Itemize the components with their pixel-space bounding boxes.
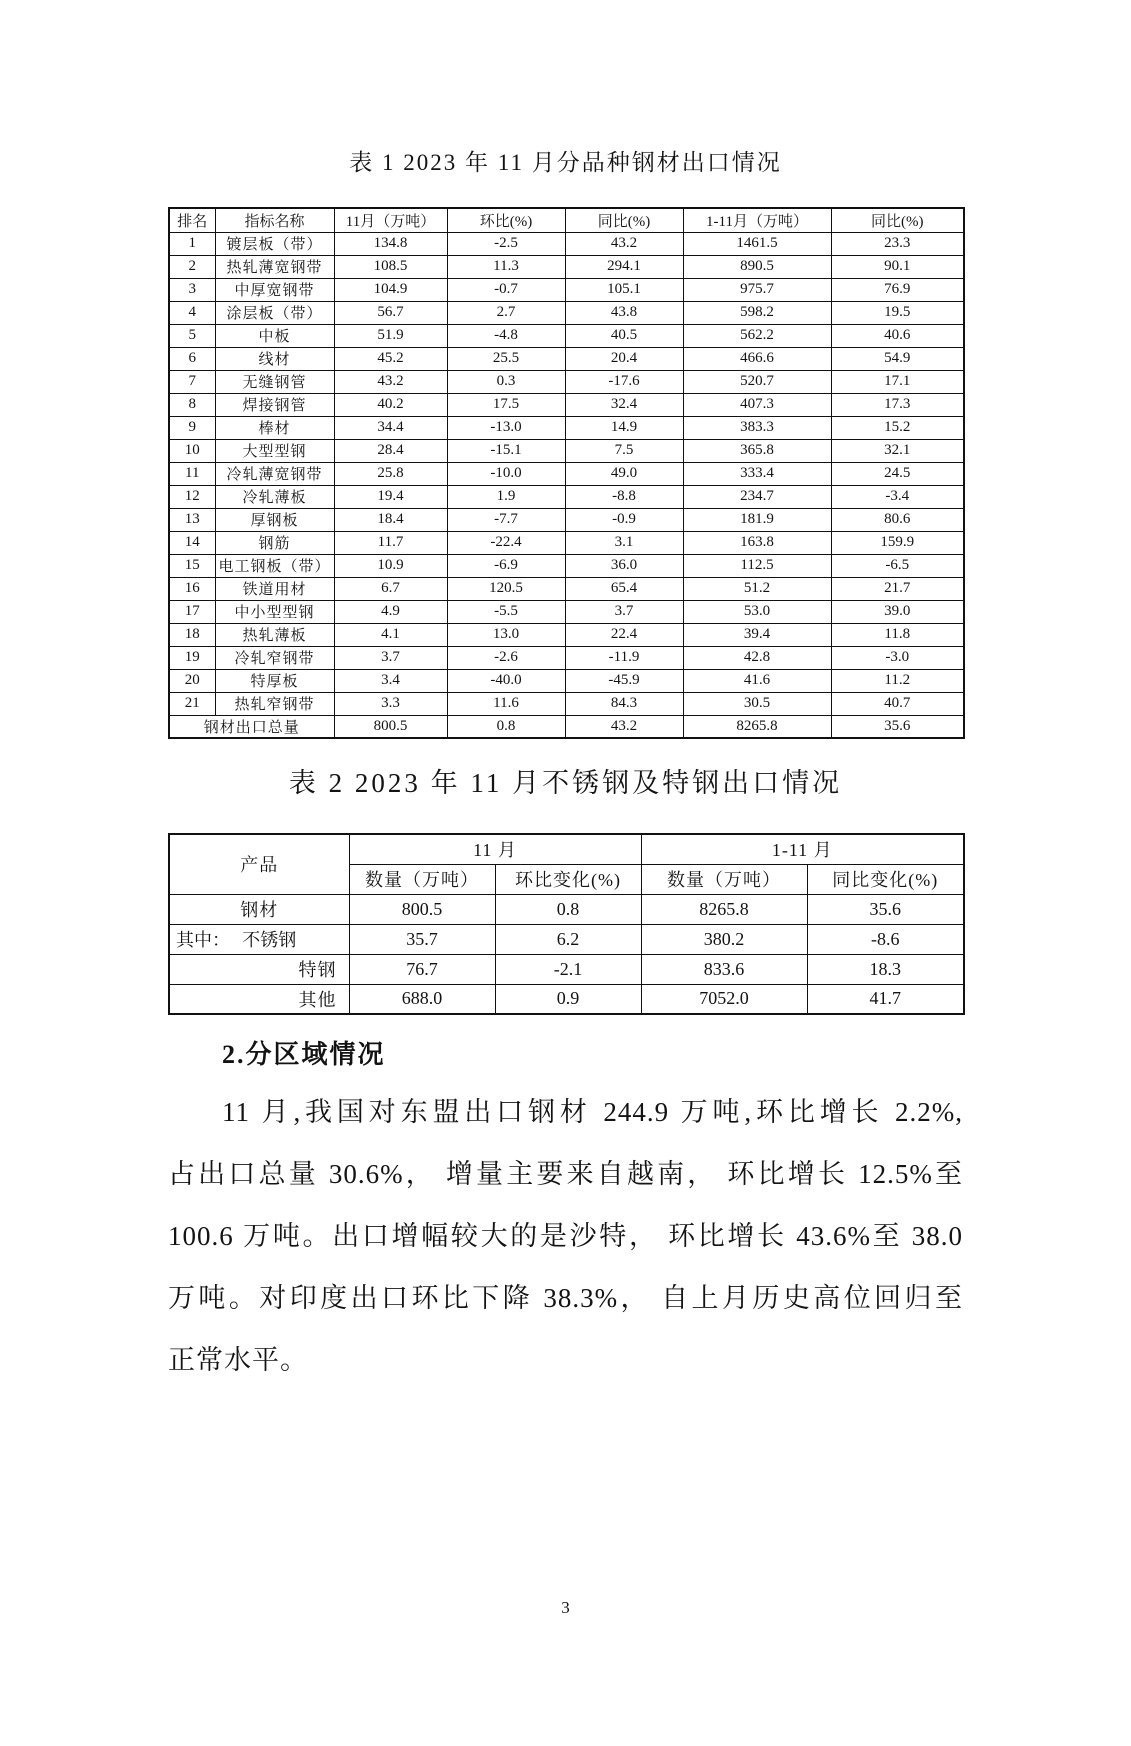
- value-cell: 42.8: [683, 646, 831, 669]
- value-cell: 3.3: [334, 692, 447, 715]
- value-cell: 3.1: [565, 531, 683, 554]
- value-cell: 23.3: [831, 232, 964, 255]
- product-name-cell: 厚钢板: [215, 508, 334, 531]
- product-name-cell: 冷轧薄宽钢带: [215, 462, 334, 485]
- table2-header-row-groups: [169, 834, 964, 864]
- value-cell: 466.6: [683, 347, 831, 370]
- product-name-cell: 棒材: [215, 416, 334, 439]
- col-header-mom: 环比(%): [447, 208, 565, 232]
- group-header-november: 11 月: [349, 834, 641, 864]
- rank-cell: 6: [169, 347, 215, 370]
- value-cell: 4.1: [334, 623, 447, 646]
- rank-cell: 21: [169, 692, 215, 715]
- value-cell: -0.9: [565, 508, 683, 531]
- table1-title: 表 1 2023 年 11 月分品种钢材出口情况: [349, 150, 782, 175]
- product-name-cell: 中板: [215, 324, 334, 347]
- value-cell: -6.9: [447, 554, 565, 577]
- value-cell: -2.5: [447, 232, 565, 255]
- value-cell: -3.4: [831, 485, 964, 508]
- value-cell: 11.2: [831, 669, 964, 692]
- col-header-product: 产品: [169, 834, 349, 894]
- value-cell: 13.0: [447, 623, 565, 646]
- table1-row: [169, 669, 964, 692]
- table1-row: [169, 623, 964, 646]
- value-cell: 40.6: [831, 324, 964, 347]
- section-heading: 2.分区域情况: [222, 1040, 386, 1069]
- product-name-cell: [169, 924, 349, 954]
- value-cell: 40.7: [831, 692, 964, 715]
- product-name-cell: 其他: [169, 984, 349, 1014]
- table2-row: [169, 954, 964, 984]
- value-cell: 11.6: [447, 692, 565, 715]
- group-header-jan-nov: 1-11 月: [641, 834, 964, 864]
- value-cell: 134.8: [334, 232, 447, 255]
- table1-row: [169, 232, 964, 255]
- value-cell: 562.2: [683, 324, 831, 347]
- rank-cell: 1: [169, 232, 215, 255]
- product-name-cell: 镀层板（带）: [215, 232, 334, 255]
- table2-row: [169, 924, 964, 954]
- value-cell: 383.3: [683, 416, 831, 439]
- value-cell: 51.9: [334, 324, 447, 347]
- table1-row: [169, 600, 964, 623]
- value-cell: 80.6: [831, 508, 964, 531]
- table1-row: [169, 255, 964, 278]
- table1-row: [169, 347, 964, 370]
- rank-cell: 11: [169, 462, 215, 485]
- product-name-cell: 冷轧薄板: [215, 485, 334, 508]
- value-cell: 18.3: [807, 954, 964, 984]
- col-header-rank: 排名: [169, 208, 215, 232]
- value-cell: 234.7: [683, 485, 831, 508]
- total-value-cell: 35.6: [831, 715, 964, 738]
- table1-row: [169, 324, 964, 347]
- col-header-yoy: 同比(%): [565, 208, 683, 232]
- product-name-cell: 热轧薄宽钢带: [215, 255, 334, 278]
- table1-row: [169, 393, 964, 416]
- paragraph-line: 占出口总量 30.6%， 增量主要来自越南， 环比增长 12.5%至: [168, 1159, 963, 1189]
- value-cell: 49.0: [565, 462, 683, 485]
- product-name-cell: 钢筋: [215, 531, 334, 554]
- value-cell: 25.5: [447, 347, 565, 370]
- table1-steel-exports-by-variety: [168, 207, 965, 739]
- value-cell: 4.9: [334, 600, 447, 623]
- value-cell: 3.4: [334, 669, 447, 692]
- table1-row: [169, 370, 964, 393]
- rank-cell: 7: [169, 370, 215, 393]
- product-name-cell: 大型型钢: [215, 439, 334, 462]
- product-name-cell: 热轧薄板: [215, 623, 334, 646]
- value-cell: -0.7: [447, 278, 565, 301]
- value-cell: 19.5: [831, 301, 964, 324]
- value-cell: 43.8: [565, 301, 683, 324]
- rank-cell: 20: [169, 669, 215, 692]
- product-name: 不锈钢: [242, 930, 297, 950]
- paragraph-line: 正常水平。: [168, 1345, 308, 1375]
- value-cell: -15.1: [447, 439, 565, 462]
- value-cell: 105.1: [565, 278, 683, 301]
- sub-header-yoy-change: 同比变化(%): [807, 864, 964, 894]
- value-cell: 10.9: [334, 554, 447, 577]
- product-name-cell: 中厚宽钢带: [215, 278, 334, 301]
- col-header-cum-yoy: 同比(%): [831, 208, 964, 232]
- value-cell: 43.2: [565, 232, 683, 255]
- value-cell: 975.7: [683, 278, 831, 301]
- table2-row: [169, 894, 964, 924]
- value-cell: -2.6: [447, 646, 565, 669]
- table1-row: [169, 531, 964, 554]
- product-name-cell: 热轧窄钢带: [215, 692, 334, 715]
- value-cell: -10.0: [447, 462, 565, 485]
- value-cell: -8.8: [565, 485, 683, 508]
- rank-cell: 10: [169, 439, 215, 462]
- rank-cell: 4: [169, 301, 215, 324]
- value-cell: 8265.8: [641, 894, 807, 924]
- value-cell: 520.7: [683, 370, 831, 393]
- value-cell: -6.5: [831, 554, 964, 577]
- value-cell: 35.6: [807, 894, 964, 924]
- value-cell: 36.0: [565, 554, 683, 577]
- value-cell: 51.2: [683, 577, 831, 600]
- value-cell: 20.4: [565, 347, 683, 370]
- value-cell: -7.7: [447, 508, 565, 531]
- value-cell: 40.5: [565, 324, 683, 347]
- value-cell: 6.2: [495, 924, 641, 954]
- value-cell: 833.6: [641, 954, 807, 984]
- rank-cell: 12: [169, 485, 215, 508]
- value-cell: 3.7: [334, 646, 447, 669]
- value-cell: 41.6: [683, 669, 831, 692]
- value-cell: 407.3: [683, 393, 831, 416]
- product-name-cell: 铁道用材: [215, 577, 334, 600]
- document-page: [168, 146, 963, 1391]
- rank-cell: 14: [169, 531, 215, 554]
- body-paragraph: [168, 1081, 963, 1391]
- value-cell: 1461.5: [683, 232, 831, 255]
- product-name-cell: 特钢: [169, 954, 349, 984]
- product-name-cell: 钢材: [169, 894, 349, 924]
- value-cell: 3.7: [565, 600, 683, 623]
- value-cell: 15.2: [831, 416, 964, 439]
- rank-cell: 3: [169, 278, 215, 301]
- value-cell: 163.8: [683, 531, 831, 554]
- value-cell: 7.5: [565, 439, 683, 462]
- rank-cell: 9: [169, 416, 215, 439]
- value-cell: 6.7: [334, 577, 447, 600]
- paragraph-line: 11 月,我国对东盟出口钢材 244.9 万吨,环比增长 2.2%,: [222, 1097, 963, 1127]
- table2-title: 表 2 2023 年 11 月不锈钢及特钢出口情况: [288, 768, 843, 798]
- value-cell: 1.9: [447, 485, 565, 508]
- value-cell: 17.1: [831, 370, 964, 393]
- table1-body: [169, 232, 964, 738]
- value-cell: 380.2: [641, 924, 807, 954]
- value-cell: 40.2: [334, 393, 447, 416]
- value-cell: 25.8: [334, 462, 447, 485]
- product-prefix: 其中：: [176, 930, 230, 950]
- value-cell: 14.9: [565, 416, 683, 439]
- value-cell: 104.9: [334, 278, 447, 301]
- total-value-cell: 43.2: [565, 715, 683, 738]
- table1-row: [169, 508, 964, 531]
- table1-row: [169, 646, 964, 669]
- value-cell: 39.0: [831, 600, 964, 623]
- total-value-cell: 8265.8: [683, 715, 831, 738]
- paragraph-line: 万吨。对印度出口环比下降 38.3%， 自上月历史高位回归至: [168, 1283, 963, 1313]
- value-cell: 53.0: [683, 600, 831, 623]
- value-cell: 0.9: [495, 984, 641, 1014]
- value-cell: 688.0: [349, 984, 495, 1014]
- rank-cell: 8: [169, 393, 215, 416]
- table1-row: [169, 278, 964, 301]
- page-number: 3: [561, 1598, 570, 1617]
- rank-cell: 17: [169, 600, 215, 623]
- value-cell: 76.7: [349, 954, 495, 984]
- value-cell: -40.0: [447, 669, 565, 692]
- value-cell: 24.5: [831, 462, 964, 485]
- product-name-cell: 冷轧窄钢带: [215, 646, 334, 669]
- rank-cell: 5: [169, 324, 215, 347]
- rank-cell: 13: [169, 508, 215, 531]
- value-cell: 56.7: [334, 301, 447, 324]
- value-cell: -17.6: [565, 370, 683, 393]
- table1-total-row: [169, 715, 964, 738]
- table2-body: [169, 894, 964, 1014]
- value-cell: 333.4: [683, 462, 831, 485]
- value-cell: 19.4: [334, 485, 447, 508]
- rank-cell: 2: [169, 255, 215, 278]
- value-cell: 32.1: [831, 439, 964, 462]
- table2-stainless-special-steel-exports: [168, 833, 965, 1015]
- value-cell: 0.8: [495, 894, 641, 924]
- value-cell: -8.6: [807, 924, 964, 954]
- product-name-cell: 焊接钢管: [215, 393, 334, 416]
- value-cell: 2.7: [447, 301, 565, 324]
- value-cell: 294.1: [565, 255, 683, 278]
- table1-row: [169, 301, 964, 324]
- value-cell: -5.5: [447, 600, 565, 623]
- rank-cell: 16: [169, 577, 215, 600]
- product-name-cell: 特厚板: [215, 669, 334, 692]
- value-cell: 76.9: [831, 278, 964, 301]
- rank-cell: 15: [169, 554, 215, 577]
- table1-row: [169, 485, 964, 508]
- value-cell: 365.8: [683, 439, 831, 462]
- value-cell: -22.4: [447, 531, 565, 554]
- value-cell: 181.9: [683, 508, 831, 531]
- value-cell: 17.3: [831, 393, 964, 416]
- value-cell: -11.9: [565, 646, 683, 669]
- value-cell: 18.4: [334, 508, 447, 531]
- sub-header-volume-nov: 数量（万吨）: [349, 864, 495, 894]
- value-cell: 598.2: [683, 301, 831, 324]
- value-cell: 90.1: [831, 255, 964, 278]
- table1-row: [169, 554, 964, 577]
- col-header-indicator-name: 指标名称: [215, 208, 334, 232]
- product-name-cell: 线材: [215, 347, 334, 370]
- total-value-cell: 0.8: [447, 715, 565, 738]
- value-cell: -13.0: [447, 416, 565, 439]
- value-cell: 11.3: [447, 255, 565, 278]
- value-cell: 21.7: [831, 577, 964, 600]
- value-cell: 17.5: [447, 393, 565, 416]
- value-cell: 39.4: [683, 623, 831, 646]
- value-cell: 41.7: [807, 984, 964, 1014]
- table1-row: [169, 577, 964, 600]
- product-name-cell: 电工钢板（带）: [215, 554, 334, 577]
- value-cell: 54.9: [831, 347, 964, 370]
- table1-row: [169, 462, 964, 485]
- total-label-cell: 钢材出口总量: [169, 715, 334, 738]
- table2-row: [169, 984, 964, 1014]
- col-header-jan-nov-volume: 1-11月（万吨）: [683, 208, 831, 232]
- value-cell: -2.1: [495, 954, 641, 984]
- value-cell: 30.5: [683, 692, 831, 715]
- value-cell: 28.4: [334, 439, 447, 462]
- value-cell: 35.7: [349, 924, 495, 954]
- table1-row: [169, 439, 964, 462]
- table1-header-row: [169, 208, 964, 232]
- value-cell: 11.8: [831, 623, 964, 646]
- value-cell: 0.3: [447, 370, 565, 393]
- value-cell: 7052.0: [641, 984, 807, 1014]
- rank-cell: 18: [169, 623, 215, 646]
- product-name-cell: 无缝钢管: [215, 370, 334, 393]
- value-cell: 108.5: [334, 255, 447, 278]
- value-cell: 84.3: [565, 692, 683, 715]
- value-cell: 32.4: [565, 393, 683, 416]
- total-value-cell: 800.5: [334, 715, 447, 738]
- col-header-nov-volume: 11月（万吨）: [334, 208, 447, 232]
- value-cell: -45.9: [565, 669, 683, 692]
- value-cell: 65.4: [565, 577, 683, 600]
- value-cell: 22.4: [565, 623, 683, 646]
- value-cell: 11.7: [334, 531, 447, 554]
- value-cell: 112.5: [683, 554, 831, 577]
- sub-header-volume-cum: 数量（万吨）: [641, 864, 807, 894]
- value-cell: 120.5: [447, 577, 565, 600]
- paragraph-line: 100.6 万吨。出口增幅较大的是沙特， 环比增长 43.6%至 38.0: [168, 1221, 963, 1251]
- value-cell: 43.2: [334, 370, 447, 393]
- value-cell: 159.9: [831, 531, 964, 554]
- rank-cell: 19: [169, 646, 215, 669]
- value-cell: 45.2: [334, 347, 447, 370]
- value-cell: 34.4: [334, 416, 447, 439]
- table1-row: [169, 416, 964, 439]
- value-cell: -3.0: [831, 646, 964, 669]
- value-cell: 800.5: [349, 894, 495, 924]
- sub-header-mom-change: 环比变化(%): [495, 864, 641, 894]
- value-cell: 890.5: [683, 255, 831, 278]
- product-name-cell: 中小型型钢: [215, 600, 334, 623]
- table1-row: [169, 692, 964, 715]
- product-name-cell: 涂层板（带）: [215, 301, 334, 324]
- value-cell: -4.8: [447, 324, 565, 347]
